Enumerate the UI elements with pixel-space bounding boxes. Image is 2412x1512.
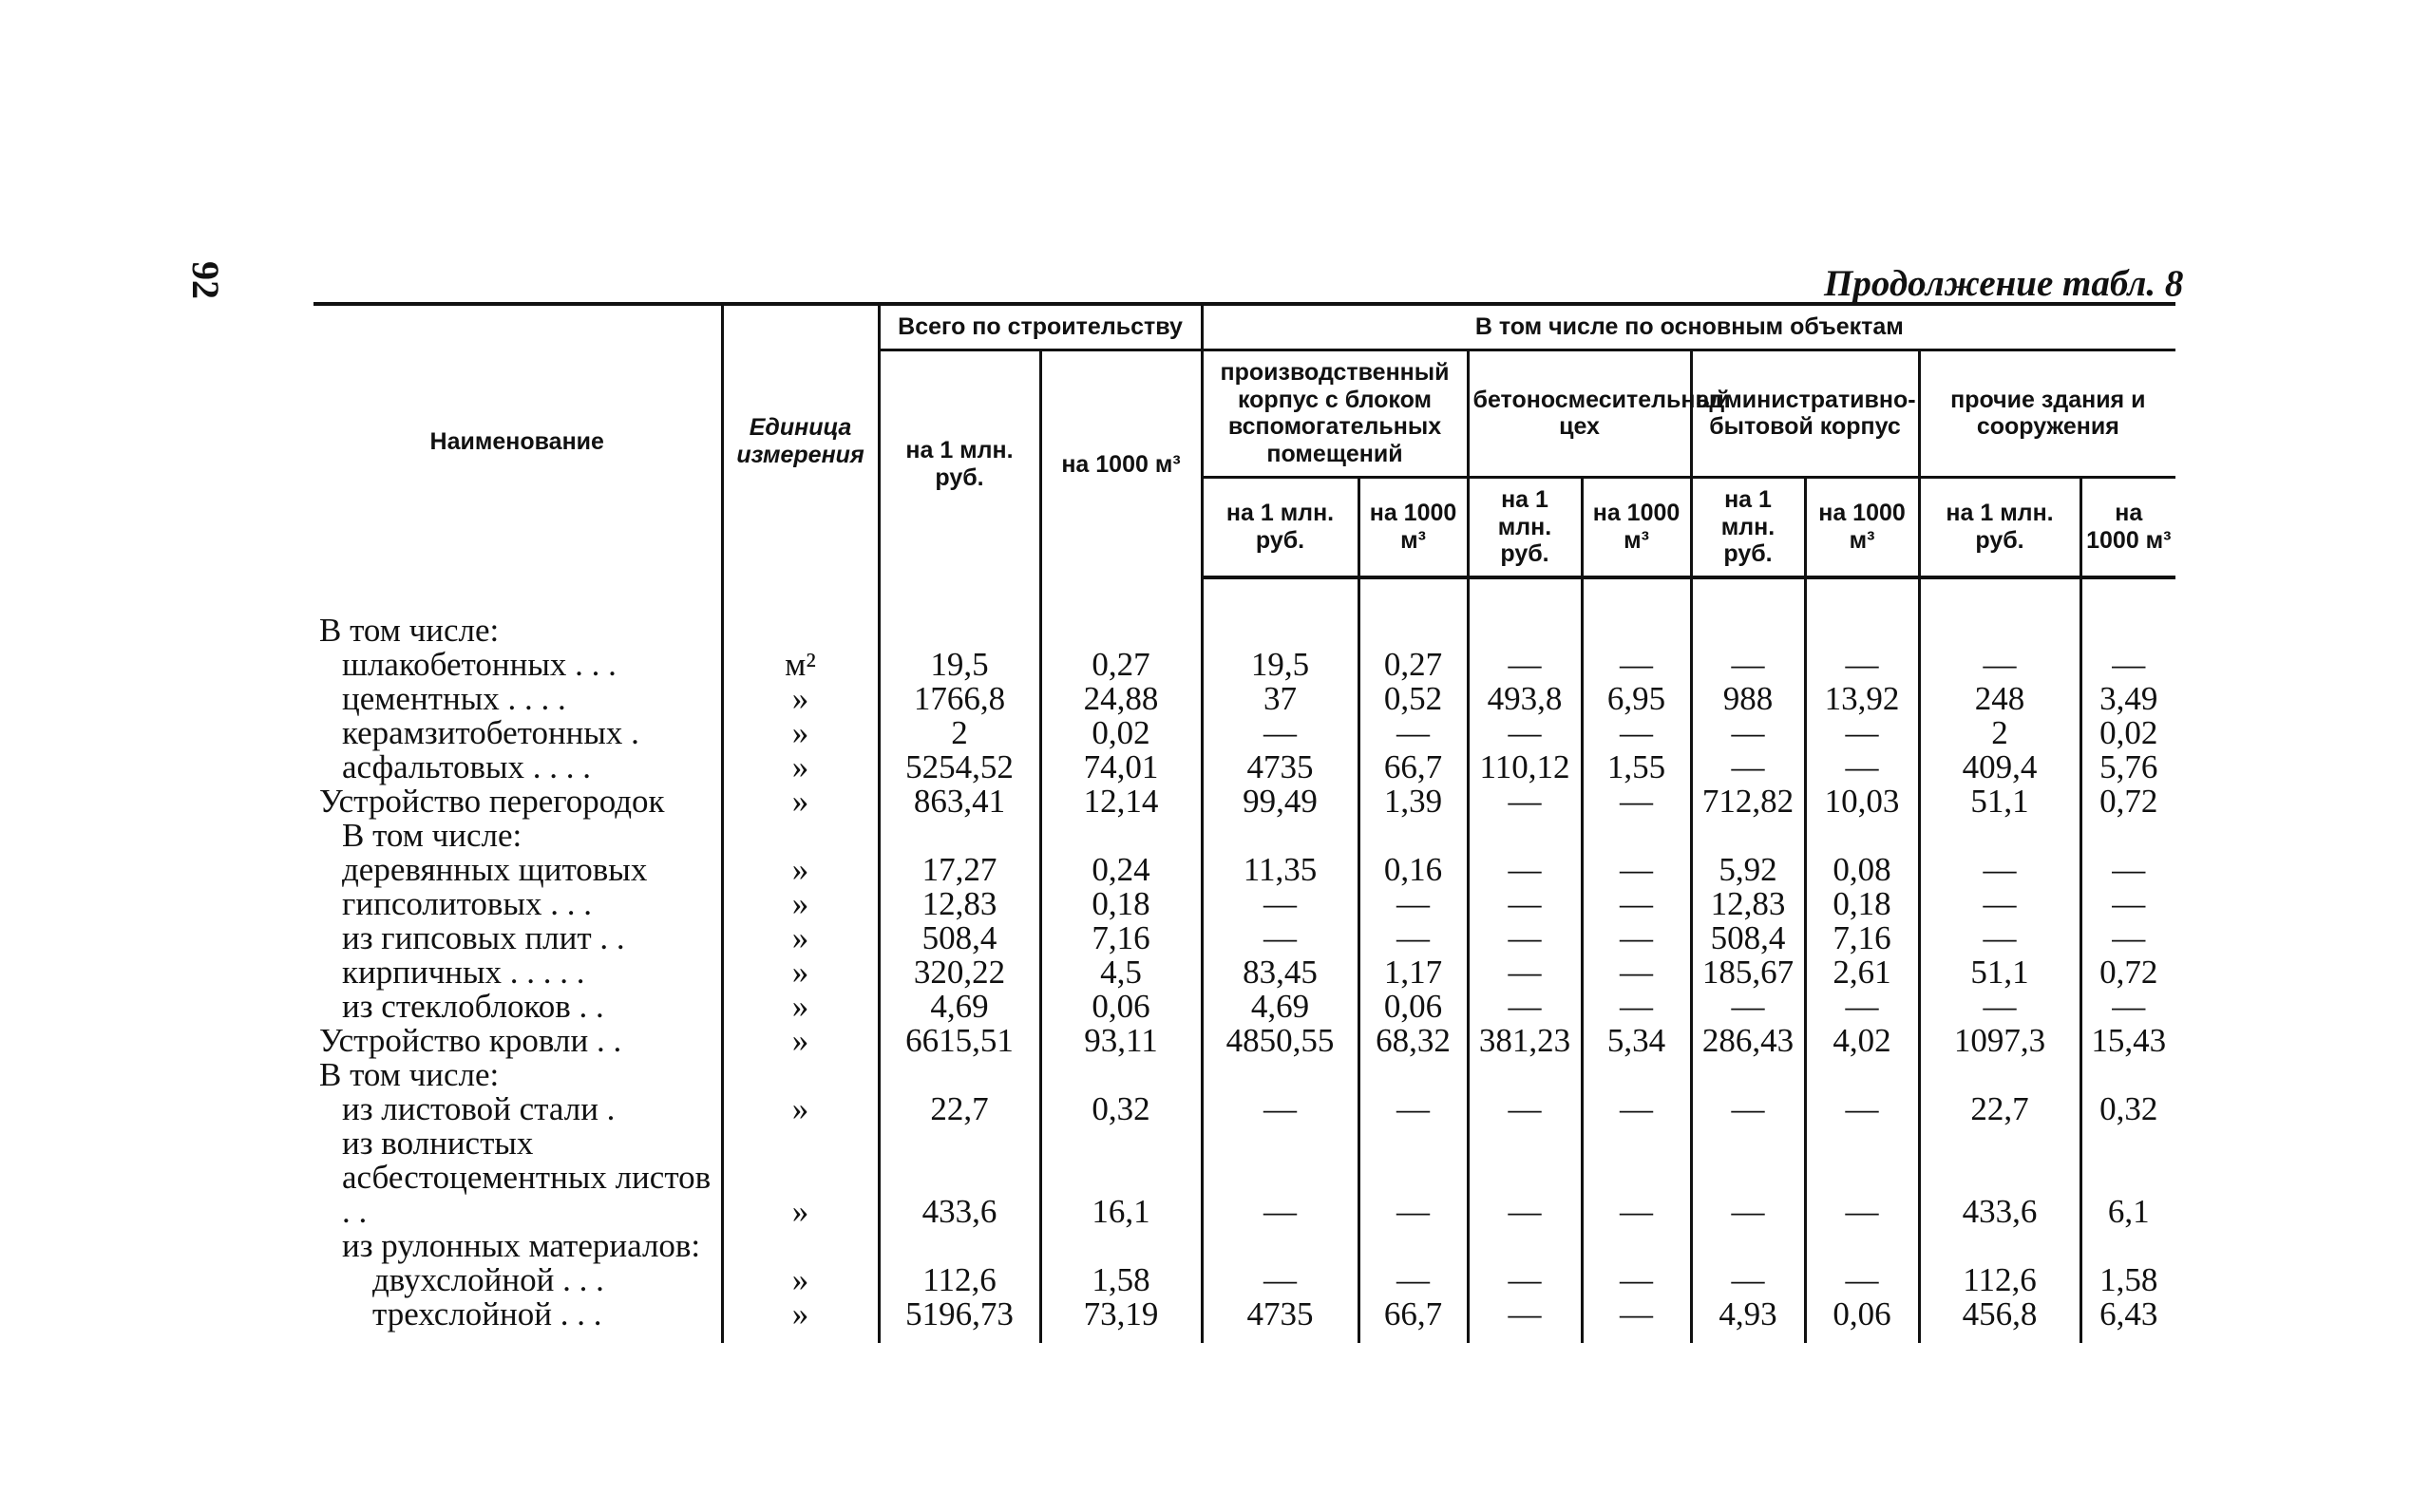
row-value: [1919, 577, 2080, 648]
row-value: —: [1468, 955, 1582, 990]
row-value: 0,52: [1358, 682, 1468, 716]
row-value: 12,83: [879, 887, 1040, 921]
row-value: 4735: [1202, 1297, 1358, 1343]
row-value: 4,69: [879, 990, 1040, 1024]
row-value: 24,88: [1040, 682, 1202, 716]
row-value: 508,4: [1691, 921, 1805, 955]
subheader-per-m3: на 1000 м³: [1582, 477, 1691, 577]
row-value: —: [1582, 955, 1691, 990]
row-value: [1582, 1229, 1691, 1263]
row-unit: [722, 1058, 879, 1092]
row-value: —: [1582, 784, 1691, 819]
row-value: 11,35: [1202, 853, 1358, 887]
table-row: [313, 577, 2175, 648]
row-value: —: [1582, 921, 1691, 955]
row-value: 712,82: [1691, 784, 1805, 819]
row-value: 4,93: [1691, 1297, 1805, 1343]
row-value: —: [1358, 716, 1468, 750]
row-value: 2,61: [1805, 955, 1919, 990]
row-value: 433,6: [1919, 1126, 2080, 1229]
row-value: 0,02: [1040, 716, 1202, 750]
row-value: [1202, 819, 1358, 853]
row-value: 0,18: [1040, 887, 1202, 921]
row-value: —: [1468, 1263, 1582, 1297]
row-unit: м²: [722, 648, 879, 682]
row-value: 1,58: [1040, 1263, 1202, 1297]
row-value: 93,11: [1040, 1024, 1202, 1058]
row-unit: »: [722, 1297, 879, 1343]
row-value: —: [1468, 887, 1582, 921]
row-value: 286,43: [1691, 1024, 1805, 1058]
row-value: —: [1358, 1263, 1468, 1297]
row-value: —: [1202, 1092, 1358, 1126]
row-value: —: [1358, 1126, 1468, 1229]
row-value: —: [1691, 1263, 1805, 1297]
row-unit: »: [722, 716, 879, 750]
row-name: цементных . . . .: [342, 680, 566, 717]
row-unit: [722, 819, 879, 853]
row-value: —: [1691, 750, 1805, 784]
row-value: 0,27: [1040, 648, 1202, 682]
row-value: 5,34: [1582, 1024, 1691, 1058]
row-value: 15,43: [2080, 1024, 2175, 1058]
row-value: —: [2080, 990, 2175, 1024]
table-body: [313, 577, 2175, 1343]
row-unit: »: [722, 750, 879, 784]
row-name: Устройство перегородок: [319, 783, 665, 820]
row-unit: »: [722, 1263, 879, 1297]
table-row: [313, 1126, 2175, 1229]
row-value: —: [1202, 887, 1358, 921]
table-row: [313, 990, 2175, 1024]
row-value: —: [1582, 1126, 1691, 1229]
row-name: из стеклоблоков . .: [342, 988, 604, 1025]
subheader-per-rub: на 1 млн. руб.: [1691, 477, 1805, 577]
row-unit: »: [722, 921, 879, 955]
table-row: [313, 955, 2175, 990]
row-value: 12,83: [1691, 887, 1805, 921]
row-value: 4,69: [1202, 990, 1358, 1024]
row-value: 508,4: [879, 921, 1040, 955]
row-unit: »: [722, 1024, 879, 1058]
row-value: 22,7: [1919, 1092, 2080, 1126]
row-value: —: [2080, 853, 2175, 887]
row-value: 0,72: [2080, 955, 2175, 990]
row-value: —: [1468, 1092, 1582, 1126]
row-value: 19,5: [1202, 648, 1358, 682]
col-header-unit: Единица измерения: [722, 304, 879, 577]
row-value: [879, 577, 1040, 648]
row-value: 51,1: [1919, 784, 2080, 819]
row-value: 988: [1691, 682, 1805, 716]
row-value: 68,32: [1358, 1024, 1468, 1058]
row-value: 381,23: [1468, 1024, 1582, 1058]
col-header-total-per-m3: на 1000 м³: [1040, 350, 1202, 577]
row-value: [1358, 577, 1468, 648]
row-unit: »: [722, 887, 879, 921]
row-value: —: [1691, 1126, 1805, 1229]
row-value: 0,72: [2080, 784, 2175, 819]
materials-table: [313, 302, 2175, 1343]
row-value: —: [2080, 648, 2175, 682]
row-value: [1358, 819, 1468, 853]
row-value: —: [1582, 1297, 1691, 1343]
row-value: 6615,51: [879, 1024, 1040, 1058]
row-unit: »: [722, 682, 879, 716]
row-value: 13,92: [1805, 682, 1919, 716]
row-unit: »: [722, 784, 879, 819]
row-value: 7,16: [1805, 921, 1919, 955]
table-row: [313, 1297, 2175, 1343]
table-row: [313, 921, 2175, 955]
row-value: 248: [1919, 682, 2080, 716]
subheader-per-rub: на 1 млн. руб.: [1468, 477, 1582, 577]
table-row: [313, 819, 2175, 853]
table-row: [313, 1229, 2175, 1263]
row-value: —: [1691, 990, 1805, 1024]
row-name: из листовой стали .: [342, 1090, 616, 1127]
row-value: 0,08: [1805, 853, 1919, 887]
row-value: —: [1919, 990, 2080, 1024]
row-value: 6,95: [1582, 682, 1691, 716]
row-value: [1358, 1229, 1468, 1263]
row-value: [879, 1058, 1040, 1092]
row-name: В том числе:: [342, 817, 522, 854]
row-value: —: [1468, 921, 1582, 955]
row-value: —: [1582, 648, 1691, 682]
row-value: 1766,8: [879, 682, 1040, 716]
table-row: [313, 853, 2175, 887]
row-value: 0,32: [2080, 1092, 2175, 1126]
row-value: 2: [879, 716, 1040, 750]
row-value: —: [1805, 750, 1919, 784]
row-value: 112,6: [1919, 1263, 2080, 1297]
page-number: 92: [184, 261, 227, 299]
row-unit: »: [722, 1092, 879, 1126]
row-value: —: [2080, 921, 2175, 955]
row-value: [1691, 1229, 1805, 1263]
row-value: 4850,55: [1202, 1024, 1358, 1058]
row-value: —: [1468, 784, 1582, 819]
row-value: 6,1: [2080, 1126, 2175, 1229]
row-value: —: [1358, 921, 1468, 955]
subheader-per-rub: на 1 млн. руб.: [1202, 477, 1358, 577]
row-unit: »: [722, 990, 879, 1024]
subheader-per-rub: на 1 млн. руб.: [1919, 477, 2080, 577]
row-value: —: [1805, 1126, 1919, 1229]
table-row: [313, 887, 2175, 921]
row-value: 0,16: [1358, 853, 1468, 887]
row-value: 0,02: [2080, 716, 2175, 750]
row-value: 320,22: [879, 955, 1040, 990]
row-value: 0,06: [1358, 990, 1468, 1024]
row-value: —: [1919, 887, 2080, 921]
row-value: 863,41: [879, 784, 1040, 819]
row-value: —: [1202, 716, 1358, 750]
col-header-name: Наименование: [313, 304, 722, 577]
row-value: —: [1919, 921, 2080, 955]
row-name: асфальтовых . . . .: [342, 748, 591, 785]
row-value: 4735: [1202, 750, 1358, 784]
row-value: 433,6: [879, 1126, 1040, 1229]
row-value: —: [1582, 1092, 1691, 1126]
table-row: [313, 648, 2175, 682]
row-value: 0,27: [1358, 648, 1468, 682]
row-value: [2080, 577, 2175, 648]
row-value: [1468, 577, 1582, 648]
row-value: —: [1805, 716, 1919, 750]
row-name: деревянных щитовых: [342, 851, 648, 888]
table-row: [313, 1024, 2175, 1058]
row-value: [2080, 1058, 2175, 1092]
row-value: 5,92: [1691, 853, 1805, 887]
row-value: 456,8: [1919, 1297, 2080, 1343]
row-value: [1040, 1058, 1202, 1092]
row-value: 1,39: [1358, 784, 1468, 819]
row-value: 5196,73: [879, 1297, 1040, 1343]
col-header-total-per-rub: на 1 млн. руб.: [879, 350, 1040, 577]
row-value: 0,32: [1040, 1092, 1202, 1126]
row-value: [1691, 1058, 1805, 1092]
row-value: 1,58: [2080, 1263, 2175, 1297]
table-caption: Продолжение табл. 8: [1824, 263, 2184, 304]
row-value: —: [1202, 1263, 1358, 1297]
row-value: 83,45: [1202, 955, 1358, 990]
row-value: [1691, 819, 1805, 853]
subheader-per-m3: на 1000 м³: [1358, 477, 1468, 577]
row-name: из рулонных материалов:: [342, 1227, 701, 1264]
row-value: 10,03: [1805, 784, 1919, 819]
row-value: 409,4: [1919, 750, 2080, 784]
row-value: 12,14: [1040, 784, 1202, 819]
row-name: В том числе:: [319, 1056, 500, 1093]
row-value: 2: [1919, 716, 2080, 750]
row-value: 4,5: [1040, 955, 1202, 990]
row-value: —: [1358, 887, 1468, 921]
row-value: [1582, 819, 1691, 853]
row-value: 0,06: [1040, 990, 1202, 1024]
row-name: двухслойной . . .: [372, 1261, 604, 1298]
row-value: [1805, 819, 1919, 853]
row-value: [1202, 1058, 1358, 1092]
row-value: [1358, 1058, 1468, 1092]
row-value: —: [1202, 1126, 1358, 1229]
row-name: кирпичных . . . . .: [342, 954, 585, 991]
row-value: 17,27: [879, 853, 1040, 887]
row-value: 1,17: [1358, 955, 1468, 990]
row-value: 22,7: [879, 1092, 1040, 1126]
row-value: 110,12: [1468, 750, 1582, 784]
row-value: [1202, 1229, 1358, 1263]
row-value: [1040, 1229, 1202, 1263]
table-row: [313, 1058, 2175, 1092]
row-value: —: [1805, 648, 1919, 682]
row-value: 74,01: [1040, 750, 1202, 784]
row-value: 5254,52: [879, 750, 1040, 784]
col-header-total: Всего по строительству: [879, 304, 1202, 350]
row-value: —: [1919, 853, 2080, 887]
row-value: 112,6: [879, 1263, 1040, 1297]
row-value: [1919, 1229, 2080, 1263]
row-name: гипсолитовых . . .: [342, 885, 592, 922]
col-header-including: В том числе по основным объектам: [1202, 304, 2175, 350]
row-value: —: [1468, 1126, 1582, 1229]
group-header-other: прочие здания и сооружения: [1919, 350, 2175, 477]
row-name: трехслойной . . .: [372, 1295, 602, 1332]
row-value: 1097,3: [1919, 1024, 2080, 1058]
row-value: 0,18: [1805, 887, 1919, 921]
row-value: —: [1468, 990, 1582, 1024]
row-name: из волнистых асбестоцементных листов . .: [342, 1125, 712, 1230]
row-value: —: [1468, 853, 1582, 887]
row-value: 7,16: [1040, 921, 1202, 955]
row-value: —: [1582, 990, 1691, 1024]
row-value: [1468, 819, 1582, 853]
row-value: —: [1202, 921, 1358, 955]
table-row: [313, 784, 2175, 819]
row-unit: »: [722, 1126, 879, 1229]
row-value: [1468, 1058, 1582, 1092]
row-value: [1919, 1058, 2080, 1092]
row-value: —: [1805, 990, 1919, 1024]
group-header-admin: административно-бытовой корпус: [1691, 350, 1919, 477]
row-value: [1040, 819, 1202, 853]
row-value: 66,7: [1358, 750, 1468, 784]
row-value: 73,19: [1040, 1297, 1202, 1343]
row-name: В том числе:: [319, 612, 500, 649]
row-value: —: [1358, 1092, 1468, 1126]
row-value: [1919, 819, 2080, 853]
row-value: [1805, 1058, 1919, 1092]
row-value: 37: [1202, 682, 1358, 716]
row-value: —: [1582, 887, 1691, 921]
row-value: [1468, 1229, 1582, 1263]
row-value: 3,49: [2080, 682, 2175, 716]
group-header-concrete: бетоносмесительный цех: [1468, 350, 1691, 477]
row-value: 16,1: [1040, 1126, 1202, 1229]
row-value: [1805, 577, 1919, 648]
row-value: 66,7: [1358, 1297, 1468, 1343]
row-value: [2080, 819, 2175, 853]
row-value: —: [1691, 1092, 1805, 1126]
row-value: —: [1468, 1297, 1582, 1343]
row-value: —: [1468, 716, 1582, 750]
row-name: шлакобетонных . . .: [342, 646, 617, 683]
row-value: 0,06: [1805, 1297, 1919, 1343]
row-value: —: [1805, 1263, 1919, 1297]
row-value: [2080, 1229, 2175, 1263]
subheader-per-m3: на 1000 м³: [1805, 477, 1919, 577]
row-value: 19,5: [879, 648, 1040, 682]
row-name: Устройство кровли . .: [319, 1022, 622, 1059]
row-value: —: [1468, 648, 1582, 682]
row-name: керамзитобетонных .: [342, 714, 639, 751]
row-unit: »: [722, 955, 879, 990]
row-value: —: [1582, 716, 1691, 750]
row-value: 5,76: [2080, 750, 2175, 784]
row-value: [1582, 577, 1691, 648]
table-row: [313, 716, 2175, 750]
table-row: [313, 682, 2175, 716]
row-value: [1582, 1058, 1691, 1092]
row-value: [879, 1229, 1040, 1263]
table-row: [313, 1263, 2175, 1297]
row-value: 0,24: [1040, 853, 1202, 887]
row-value: 51,1: [1919, 955, 2080, 990]
row-value: —: [1805, 1092, 1919, 1126]
row-value: —: [1582, 853, 1691, 887]
row-unit: [722, 1229, 879, 1263]
subheader-per-m3: на 1000 м³: [2080, 477, 2175, 577]
row-value: —: [1919, 648, 2080, 682]
row-value: —: [1582, 1263, 1691, 1297]
row-unit: »: [722, 853, 879, 887]
row-value: [1805, 1229, 1919, 1263]
row-value: [1202, 577, 1358, 648]
table-row: [313, 1092, 2175, 1126]
row-value: [879, 819, 1040, 853]
row-unit: [722, 577, 879, 648]
row-value: —: [2080, 887, 2175, 921]
row-name: из гипсовых плит . .: [342, 919, 625, 956]
row-value: —: [1691, 716, 1805, 750]
row-value: 4,02: [1805, 1024, 1919, 1058]
row-value: 185,67: [1691, 955, 1805, 990]
table-row: [313, 750, 2175, 784]
row-value: 6,43: [2080, 1297, 2175, 1343]
row-value: [1040, 577, 1202, 648]
row-value: 99,49: [1202, 784, 1358, 819]
row-value: 493,8: [1468, 682, 1582, 716]
group-header-production: производственный корпус с блоком вспомогательных помещений: [1202, 350, 1468, 477]
row-value: 1,55: [1582, 750, 1691, 784]
row-value: —: [1691, 648, 1805, 682]
row-value: [1691, 577, 1805, 648]
